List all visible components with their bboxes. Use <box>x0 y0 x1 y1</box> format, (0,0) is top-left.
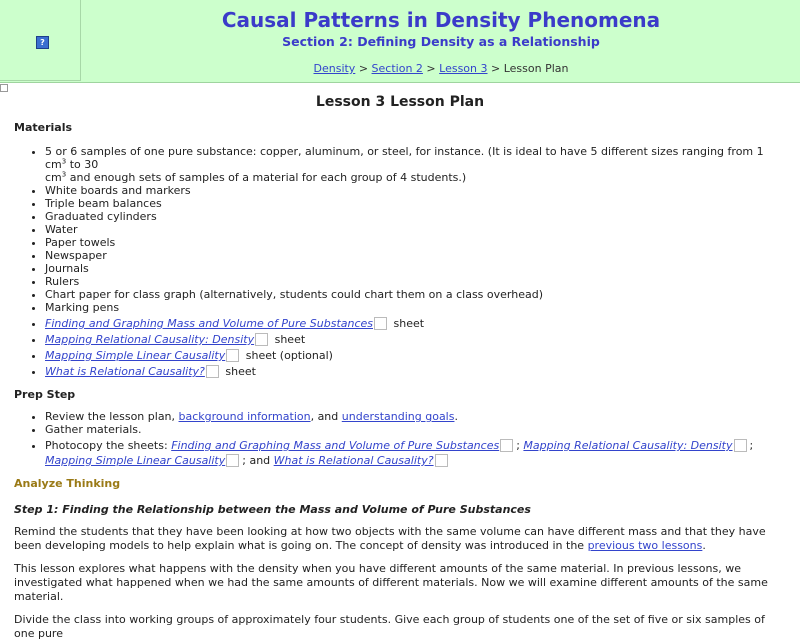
external-link-icon[interactable] <box>374 317 387 330</box>
breadcrumb-link-lesson[interactable]: Lesson 3 <box>439 62 488 75</box>
paragraph: Divide the class into working groups of approximately four students. Give each group of students one of the set of five or six samples of one pure <box>14 613 765 640</box>
breadcrumb-current: Lesson Plan <box>503 62 569 75</box>
breadcrumb-separator: > <box>491 62 501 75</box>
list-item-text: ; and <box>242 454 274 467</box>
breadcrumb-link-section[interactable]: Section 2 <box>371 62 423 75</box>
list-item-text: Photocopy the sheets: <box>45 439 172 452</box>
list-item <box>45 438 786 468</box>
external-link-icon[interactable] <box>734 439 747 452</box>
superscript: 3 <box>61 157 67 166</box>
step-1-heading: Step 1: Finding the Relationship between the Mass and Volume of Pure Substances <box>14 503 531 516</box>
list-item-text: ; <box>749 439 754 452</box>
list-item: • Newspaper <box>45 249 786 262</box>
paragraph-text: Remind the students that they have been looking at how two objects with the same volume can have different mass and that they have been developing models to help explain what is going on. The concept of density was introduced in the <box>14 525 766 552</box>
list-item: • Gather materials. <box>45 423 786 436</box>
list-item: • Graduated cylinders <box>45 210 786 223</box>
external-link-icon[interactable] <box>255 333 268 346</box>
background-information-link[interactable]: background information <box>178 410 311 423</box>
list-item-text: sheet <box>221 365 256 378</box>
sheet-link-relational-density[interactable]: Mapping Relational Causality: Density <box>45 333 255 346</box>
list-item-text: to 30 <box>66 158 99 171</box>
photocopy-link-simple-linear[interactable]: Mapping Simple Linear Causality <box>45 454 226 467</box>
breadcrumb-separator: > <box>426 62 436 75</box>
list-item <box>45 349 786 362</box>
list-item <box>45 145 786 184</box>
breadcrumb-separator: > <box>358 62 369 75</box>
materials-heading: Materials <box>14 121 73 134</box>
list-item: • Journals <box>45 262 786 275</box>
photocopy-link-relational-density[interactable]: Mapping Relational Causality: Density <box>523 439 733 452</box>
list-item <box>45 317 786 330</box>
external-link-icon[interactable] <box>435 454 448 467</box>
list-item: • Triple beam balances <box>45 197 786 210</box>
external-link-icon[interactable] <box>226 454 239 467</box>
paragraph: This lesson explores what happens with the density when you have different amounts of the same material. In previous lessons, we investigated what happened when we had the same amounts of different materials. Now we will examine different amounts of the same material. <box>14 562 768 603</box>
list-item: • White boards and markers <box>45 184 786 197</box>
prep-heading: Prep Step <box>14 388 76 401</box>
photocopy-link-finding-graphing[interactable]: Finding and Graphing Mass and Volume of Pure Substances <box>171 439 500 452</box>
list-item <box>45 333 786 346</box>
page-title: Lesson 3 Lesson Plan <box>315 94 485 110</box>
list-item-text: . <box>454 410 458 423</box>
sheet-link-simple-linear[interactable]: Mapping Simple Linear Causality <box>45 349 226 362</box>
list-item-text: 5 or 6 samples of one pure substance: copper, aluminum, or steel, for instance. (It is ideal to have 5 different sizes ranging from 1 cm <box>45 145 764 171</box>
superscript: 3 <box>61 170 67 179</box>
list-item <box>45 410 786 423</box>
external-link-icon[interactable] <box>206 365 219 378</box>
understanding-goals-link[interactable]: understanding goals <box>341 410 455 423</box>
help-icon[interactable]: ? <box>36 36 49 49</box>
list-item: • Marking pens <box>45 301 786 314</box>
photocopy-link-relational-causality[interactable]: What is Relational Causality? <box>273 454 434 467</box>
corner-marker <box>0 84 8 92</box>
previous-lessons-link[interactable]: previous two lessons <box>587 539 703 552</box>
list-item-text: sheet (optional) <box>242 349 333 362</box>
analyze-thinking-heading: Analyze Thinking <box>14 477 121 490</box>
sheet-link-relational-causality[interactable]: What is Relational Causality? <box>45 365 205 378</box>
external-link-icon[interactable] <box>500 439 513 452</box>
list-item-text: ; <box>516 439 524 452</box>
list-item-text: and enough sets of samples of a material for each group of 4 students.) <box>66 171 467 184</box>
list-item: • Rulers <box>45 275 786 288</box>
list-item: • Chart paper for class graph (alternatively, students could chart them on a class overhead) <box>45 288 786 301</box>
list-item: • Water <box>45 223 786 236</box>
logo-box[interactable] <box>0 0 81 81</box>
breadcrumb-link-density[interactable]: Density <box>313 62 356 75</box>
list-item-text: Review the lesson plan, <box>45 410 179 423</box>
list-item-text: sheet <box>271 333 306 346</box>
breadcrumb <box>82 62 800 75</box>
list-item-text: sheet <box>390 317 425 330</box>
section-subtitle: Section 2: Defining Density as a Relationship <box>282 34 600 49</box>
main-content <box>14 94 786 641</box>
paragraph <box>14 525 786 553</box>
paragraph-text: . <box>702 539 706 552</box>
list-item <box>45 365 786 378</box>
site-title: Causal Patterns in Density Phenomena <box>221 8 661 32</box>
sheet-link-finding-graphing[interactable]: Finding and Graphing Mass and Volume of Pure Substances <box>45 317 374 330</box>
list-item-text: cm <box>45 171 62 184</box>
external-link-icon[interactable] <box>226 349 239 362</box>
materials-list <box>14 145 786 378</box>
list-item-text: , and <box>310 410 342 423</box>
prep-list <box>14 410 786 468</box>
list-item: • Paper towels <box>45 236 786 249</box>
header-banner <box>0 0 800 83</box>
